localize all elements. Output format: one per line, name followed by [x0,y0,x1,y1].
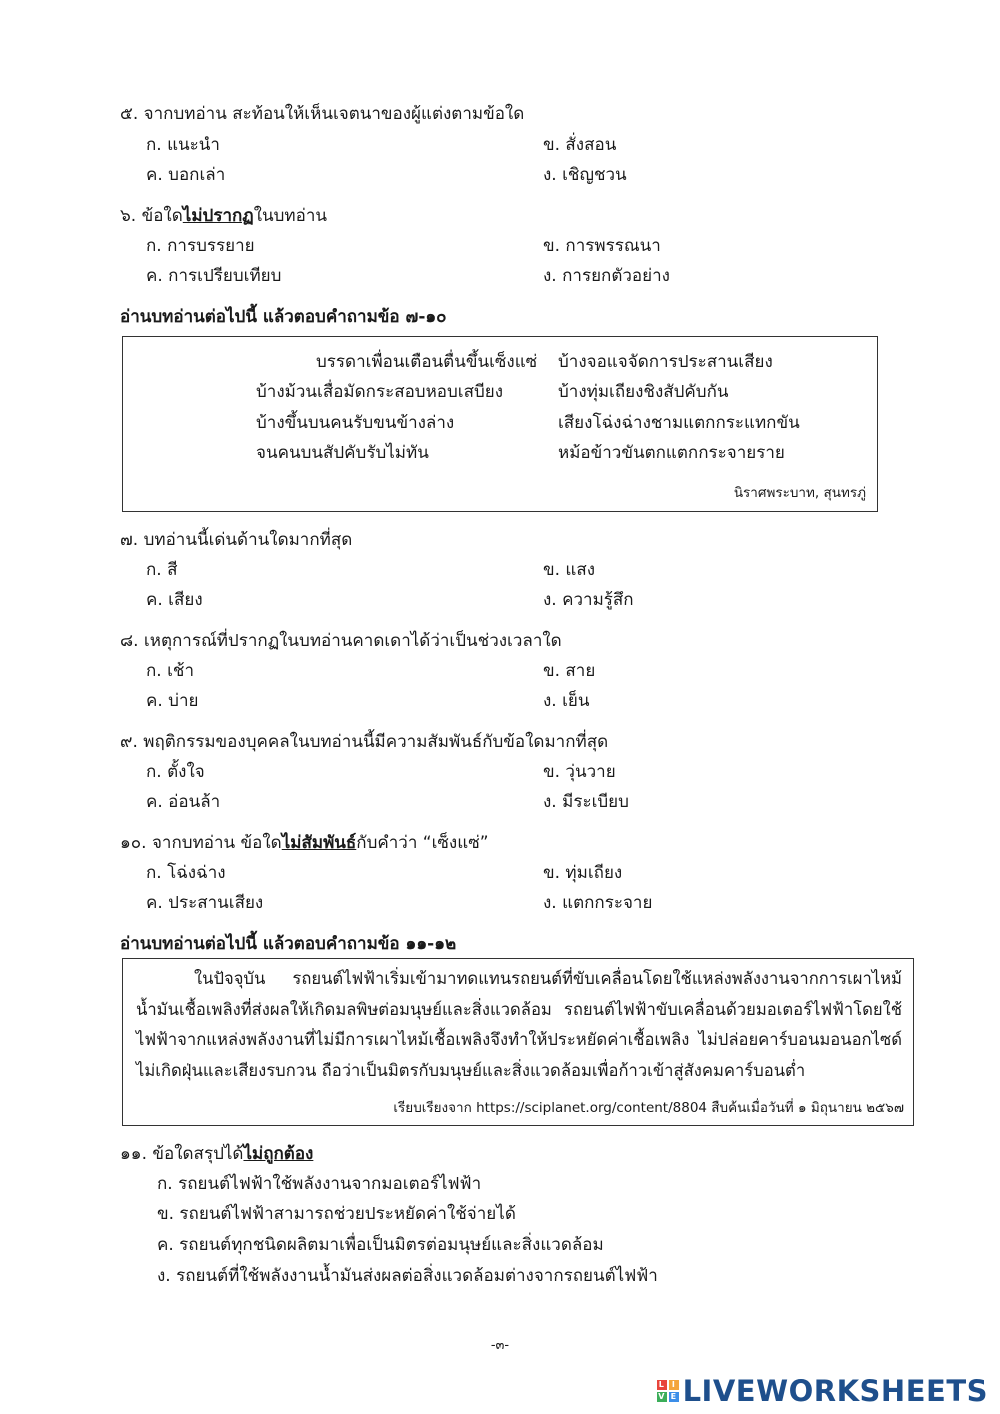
q8-option-a[interactable]: ก. เช้า [146,661,194,681]
q7-option-b[interactable]: ข. แสง [543,560,596,580]
poem-line-2-right: บ้างทุ่มเถียงชิงสัปคับกัน [558,382,729,402]
q10-option-a[interactable]: ก. โฉ่งฉ่าง [146,863,226,883]
poem-source: นิราศพระบาท, สุนทรภู่ [733,485,866,501]
question-11: ๑๑. ข้อใดสรุปได้ไม่ถูกต้อง [120,1144,314,1164]
question-10: ๑๐. จากบทอ่าน ข้อใดไม่สัมพันธ์กับคำว่า “เซ็งแซ่” [120,833,489,853]
poem-line-4-left: จนคนบนสัปคับรับไม่ทัน [256,443,429,463]
q10-option-b[interactable]: ข. ทุ่มเถียง [543,863,623,883]
q5-option-c[interactable]: ค. บอกเล่า [146,165,226,185]
q6-option-d[interactable]: ง. การยกตัวอย่าง [543,266,670,286]
q6-emphasis: ไม่ปรากฏ [182,206,254,226]
passage-text: ในปัจจุบัน รถยนต์ไฟฟ้าเริ่มเข้ามาทดแทนรถยนต์ที่ขับเคลื่อนโดยใช้แหล่งพลังงานจากการเผาไหม้น้ำมันเชื้อเพลิงที่ส่งผลให้เกิดมลพิษต่อมนุษย์และสิ่งแวดล้อม รถยนต์ไฟฟ้าขับเคลื่อนด้วยมอเตอร์ไฟฟ้าโดยใช้ไฟฟ้าจากแหล่งพลังงานที่ไม่มีการเผาไหม้เชื้อเพลิงจึงทำให้ประหยัดค่าเชื้อเพลิง ไม่ปล่อยคาร์บอนมอนอกไซด์ ไม่เกิดฝุ่นและเสียงรบกวน ถือว่าเป็นมิตรกับมนุษย์และสิ่งแวดล้อมเพื่อก้าวเข้าสู่สังคมคาร์บอนต่ำ [136,969,902,1080]
passage-text-block [136,964,902,1086]
q11-option-b[interactable]: ข. รถยนต์ไฟฟ้าสามารถช่วยประหยัดค่าใช้จ่ายได้ [157,1204,516,1224]
q7-option-a[interactable]: ก. สี [146,560,178,580]
q9-option-b[interactable]: ข. วุ่นวาย [543,762,616,782]
q5-option-b[interactable]: ข. สั่งสอน [543,135,617,155]
question-5: ๕. จากบทอ่าน สะท้อนให้เห็นเจตนาของผู้แต่งตามข้อใด [120,104,525,124]
poem-line-2-left: บ้างม้วนเสื่อมัดกระสอบหอบเสบียง [256,382,504,402]
q6-option-a[interactable]: ก. การบรรยาย [146,236,255,256]
q10-emphasis: ไม่สัมพันธ์ [281,833,357,853]
liveworksheets-logo [657,1374,988,1408]
question-9: ๙. พฤติกรรมของบุคคลในบทอ่านนี้มีความสัมพันธ์กับข้อใดมากที่สุด [120,732,609,752]
q8-option-d[interactable]: ง. เย็น [543,691,590,711]
q9-option-c[interactable]: ค. อ่อนล้า [146,792,221,812]
q10-option-c[interactable]: ค. ประสานเสียง [146,893,264,913]
q9-option-d[interactable]: ง. มีระเบียบ [543,792,629,812]
q6-option-b[interactable]: ข. การพรรณนา [543,236,661,256]
q8-option-b[interactable]: ข. สาย [543,661,596,681]
q10-option-d[interactable]: ง. แตกกระจาย [543,893,653,913]
q11-option-a[interactable]: ก. รถยนต์ไฟฟ้าใช้พลังงานจากมอเตอร์ไฟฟ้า [157,1174,482,1194]
section-heading-11-12: อ่านบทอ่านต่อไปนี้ แล้วตอบคำถามข้อ ๑๑-๑๒ [120,934,457,954]
q8-option-c[interactable]: ค. บ่าย [146,691,199,711]
question-8: ๘. เหตุการณ์ที่ปรากฏในบทอ่านคาดเดาได้ว่าเป็นช่วงเวลาใด [120,631,562,651]
question-6: ๖. ข้อใดไม่ปรากฏในบทอ่าน [120,206,328,226]
q5-option-a[interactable]: ก. แนะนำ [146,135,220,155]
poem-line-4-right: หม้อข้าวขันตกแตกกระจายราย [558,443,785,463]
q9-option-a[interactable]: ก. ตั้งใจ [146,762,205,782]
q11-option-d[interactable]: ง. รถยนต์ที่ใช้พลังงานน้ำมันส่งผลต่อสิ่งแวดล้อมต่างจากรถยนต์ไฟฟ้า [157,1266,658,1286]
page-number: -๓- [490,1338,510,1353]
q6-option-c[interactable]: ค. การเปรียบเทียบ [146,266,282,286]
q11-emphasis: ไม่ถูกต้อง [243,1144,314,1164]
poem-line-3-left: บ้างขึ้นบนคนรับขนข้างล่าง [256,413,455,433]
q7-option-c[interactable]: ค. เสียง [146,590,203,610]
q7-option-d[interactable]: ง. ความรู้สึก [543,590,634,610]
poem-line-1-left: บรรดาเพื่อนเตือนตื่นขึ้นเซ็งแซ่ [316,352,538,372]
section-heading-7-10: อ่านบทอ่านต่อไปนี้ แล้วตอบคำถามข้อ ๗-๑๐ [120,307,447,327]
q5-option-d[interactable]: ง. เชิญชวน [543,165,627,185]
q11-option-c[interactable]: ค. รถยนต์ทุกชนิดผลิตมาเพื่อเป็นมิตรต่อมนุษย์และสิ่งแวดล้อม [157,1235,604,1255]
passage-source: เรียบเรียงจาก https://sciplanet.org/content/8804 สืบค้นเมื่อวันที่ ๑ มิถุนายน ๒๕๖๗ [393,1100,904,1116]
logo-text: LIVEWORKSHEETS [682,1374,988,1408]
poem-line-3-right: เสียงโฉ่งฉ่างชามแตกกระแทกขัน [558,413,800,433]
poem-line-1-right: บ้างจอแจจัดการประสานเสียง [558,352,773,372]
question-7: ๗. บทอ่านนี้เด่นด้านใดมากที่สุด [120,530,353,550]
logo-mark-icon: L I V E [657,1380,679,1402]
